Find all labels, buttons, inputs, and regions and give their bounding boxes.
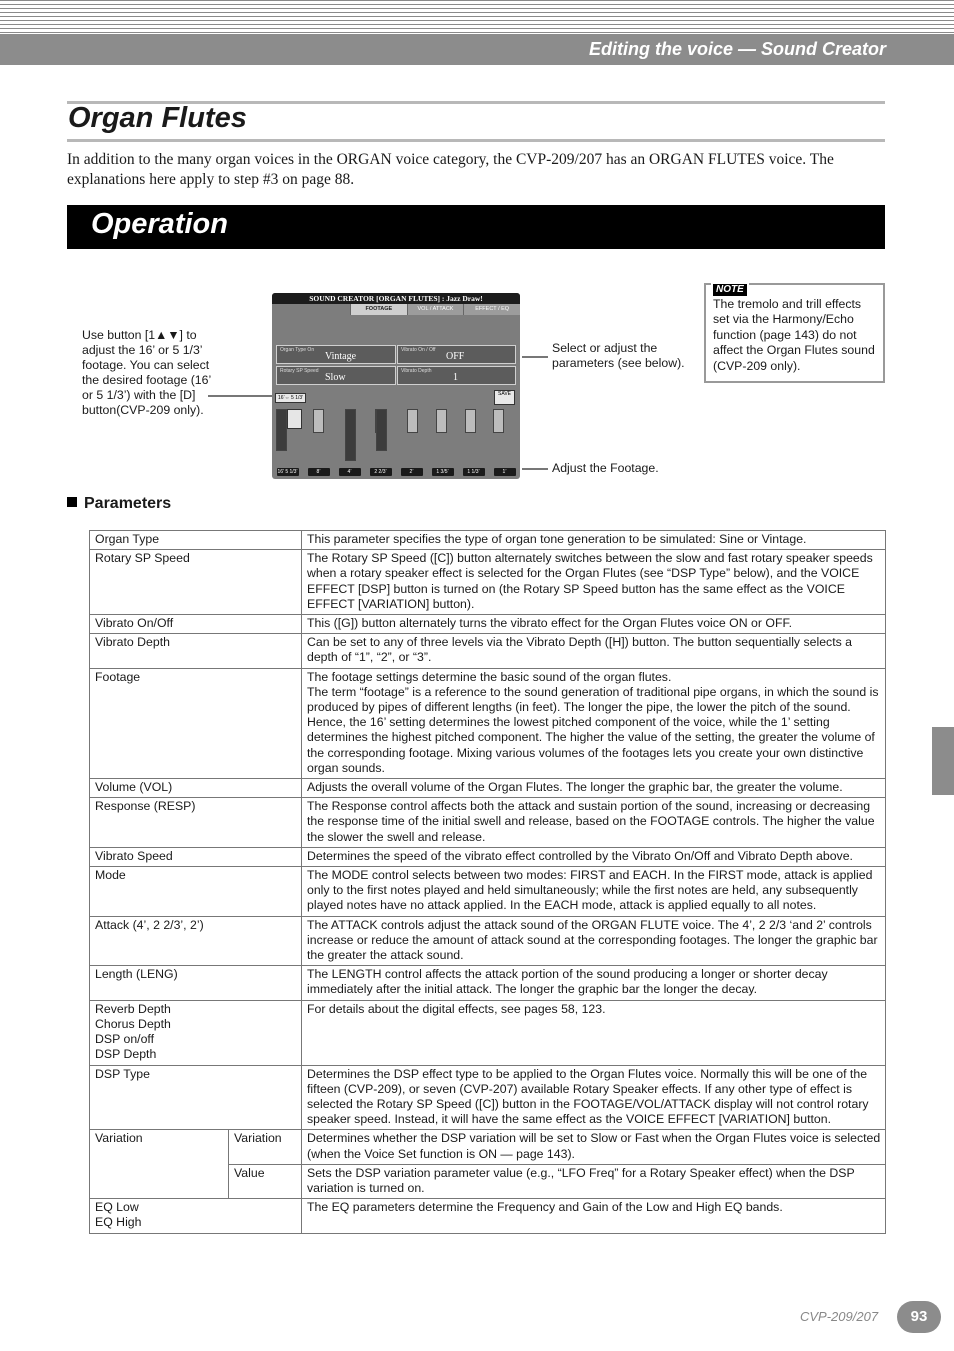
page-title: Organ Flutes	[68, 102, 247, 134]
footage-label: 2’	[401, 468, 423, 476]
param-description: The ATTACK controls adjust the attack sound of the ORGAN FLUTE voice. The 4’, 2 2/3 ‘and 2’ controls increase or reduce the amount of attack sound at the corresponding footages. The longer the graphic bar the greater the attack sound.	[302, 916, 886, 966]
table-row	[90, 531, 886, 550]
parameters-heading	[67, 495, 171, 513]
rotary-speed-button[interactable]	[276, 366, 396, 385]
tab-footage[interactable]: FOOTAGE	[350, 304, 407, 315]
depth-value: 1	[453, 372, 458, 383]
param-description: The Response control affects both the attack and sustain portion of the sound, increasing or decreasing the response time of the initial swell and release, based on the FOOTAGE controls. The higher the value the slower the swell and release.	[302, 798, 886, 848]
table-row	[90, 634, 886, 668]
note-box	[704, 283, 885, 383]
param-description: The Rotary SP Speed ([C]) button alternately switches between the slow and fast rotary speaker speeds when a rotary speaker effect is selected for the Organ Flutes (see “DSP Type” below), and the VOICE EFFECT [DSP] button is turned on (the Rotary SP Speed button has the same effect as the VOICE EFFECT [VARIATION] button).	[302, 550, 886, 615]
organ-type-label: Organ Type On	[280, 347, 315, 353]
parameters-table	[89, 530, 886, 1234]
organ-type-button[interactable]	[276, 345, 396, 364]
drawbar-1-3-5[interactable]	[407, 409, 418, 433]
save-button[interactable]: SAVE	[494, 390, 515, 405]
param-name: DSP Type	[90, 1065, 302, 1130]
lcd-screen	[272, 293, 520, 479]
callout-footage-select: Use button [1▲▼] to adjust the 16’ or 5 1/3’ footage. You can select the desired footage (16’ or 5 1/3’) with the [D] button(CVP-209 only).	[82, 328, 211, 417]
param-description: Adjusts the overall volume of the Organ Flutes. The longer the graphic bar, the greater the volume.	[302, 779, 886, 798]
table-row	[90, 1130, 886, 1164]
table-row	[90, 966, 886, 1000]
tab-effect-eq[interactable]: EFFECT / EQ	[463, 304, 520, 315]
param-description: The LENGTH control affects the attack portion of the sound producing a longer or shorter decay immediately after the initial attack. The longer the graphic bar the longer the decay.	[302, 966, 886, 1000]
lcd-title: SOUND CREATOR [ORGAN FLUTES] : Jazz Draw!	[272, 293, 520, 304]
footage-label: 16’ 5 1/3’	[277, 469, 298, 475]
intro-paragraph: In addition to the many organ voices in the ORGAN voice category, the CVP-209/207 has an ORGAN FLUTES voice. The explanations here apply to step #3 on page 88.	[67, 151, 834, 188]
table-row	[90, 867, 886, 917]
drawbar-1[interactable]	[465, 409, 476, 433]
drawbar-1-1-3[interactable]	[436, 409, 447, 433]
drawbar-8[interactable]	[313, 409, 324, 433]
vibrato-value: OFF	[446, 351, 465, 362]
rotary-value: Slow	[325, 372, 346, 383]
drawbar-2[interactable]	[376, 409, 387, 451]
table-row	[90, 1065, 886, 1130]
table-row	[90, 615, 886, 634]
param-description: The EQ parameters determine the Frequency and Gain of the Low and High EQ bands.	[302, 1199, 886, 1233]
callout-line-parameters	[522, 356, 548, 358]
param-name: EQ Low EQ High	[90, 1199, 302, 1233]
param-description: The footage settings determine the basic sound of the organ flutes. The term “footage” is a reference to the sound generation of traditional pipe organs, in which the sound is produced by pipes of different lengths (in feet). The longer the pipe, the lower the pitch of the sound. Hence, the 16’ setting determines the lowest pitched component of the voice, while the 1’ setting determines the highest pitched component. The higher the value of the setting, the greater the volume of the corresponding footage. Mixing various volumes of the footages lets you create your own distinctive organ sounds.	[302, 668, 886, 778]
param-name: Rotary SP Speed	[90, 550, 302, 615]
footage-label: 8’	[308, 468, 330, 476]
param-subname: Value	[229, 1164, 302, 1198]
param-name: Response (RESP)	[90, 798, 302, 848]
table-row	[90, 916, 886, 966]
note-text: The tremolo and trill effects set via the Harmony/Echo function (page 143) do not affect the Organ Flutes sound (CVP-209 only).	[713, 297, 875, 373]
footage-label: 1 3/5’	[432, 468, 454, 476]
callout-line-footage	[522, 468, 548, 470]
drawbar-extra[interactable]	[493, 409, 504, 433]
param-name: Variation	[90, 1130, 229, 1199]
callout-line-left	[208, 395, 274, 397]
table-row	[90, 1199, 886, 1233]
header-stripes	[0, 0, 954, 34]
param-description: The MODE control selects between two modes: FIRST and EACH. In the FIRST mode, attack is applied only to the first notes played and held simultaneously; while the first notes are held, any subsequently played notes have no attack applied. In the EACH mode, attack is applied equally to all notes.	[302, 867, 886, 917]
footer-model: CVP-209/207	[800, 1309, 879, 1324]
section-banner	[67, 205, 885, 249]
param-name: Mode	[90, 867, 302, 917]
table-row	[90, 779, 886, 798]
param-description: For details about the digital effects, see pages 58, 123.	[302, 1000, 886, 1065]
param-description: Determines whether the DSP variation will be set to Slow or Fast when the Organ Flutes voice is selected (when the Voice Set function is ON — page 143).	[302, 1130, 886, 1164]
param-name: Vibrato Speed	[90, 847, 302, 866]
footage-label: 4’	[339, 468, 361, 476]
param-name: Reverb Depth Chorus Depth DSP on/off DSP Depth	[90, 1000, 302, 1065]
footage-label: 1 1/3’	[463, 468, 485, 476]
footage-label: 1’	[494, 468, 516, 476]
param-description: Can be set to any of three levels via the Vibrato Depth ([H]) button. The button sequentially selects a depth of “1”, “2”, or “3”.	[302, 634, 886, 668]
heading-rule-bottom	[67, 139, 885, 142]
organ-type-value: Vintage	[325, 351, 357, 362]
bullet-square-icon	[67, 497, 77, 507]
table-row	[90, 847, 886, 866]
param-name: Footage	[90, 668, 302, 778]
param-description: This ([G]) button alternately turns the vibrato effect for the Organ Flutes voice ON or OFF.	[302, 615, 886, 634]
page-number: 93	[897, 1301, 941, 1333]
chapter-header	[0, 34, 954, 65]
param-name: Attack (4’, 2 2/3’, 2’)	[90, 916, 302, 966]
footage-switch-tag[interactable]: 16’⇔ 5 1/3’	[275, 393, 306, 403]
param-description: Sets the DSP variation parameter value (e.g., “LFO Freq” for a Rotary Speaker effect) when the DSP variation is turned on.	[302, 1164, 886, 1198]
vibrato-depth-button[interactable]	[397, 366, 516, 385]
param-name: Length (LENG)	[90, 966, 302, 1000]
drawbar-knob[interactable]	[287, 409, 302, 429]
param-description: This parameter specifies the type of organ tone generation to be simulated: Sine or Vintage.	[302, 531, 886, 550]
footage-labels	[272, 468, 520, 479]
param-subname: Variation	[229, 1130, 302, 1164]
param-name: Organ Type	[90, 531, 302, 550]
table-row	[90, 1000, 886, 1065]
lcd-tabs	[350, 304, 520, 315]
drawbar-16[interactable]	[276, 409, 287, 451]
callout-footage: Adjust the Footage.	[552, 461, 659, 475]
vibrato-label: Vibrato On / Off	[401, 347, 436, 353]
param-name: Volume (VOL)	[90, 779, 302, 798]
param-description: Determines the DSP effect type to be applied to the Organ Flutes voice. Normally this will be one of the fifteen (CVP-209), or seven (CVP-207) available Rotary Speaker effects. If any other type of effect is selected the Rotary SP Speed ([C]) button in the FOOTAGE/VOL/ATTACK display will not control rotary speaker speed. Instead, it will have the same effect as the VOICE EFFECT [VARIATION] button.	[302, 1065, 886, 1130]
param-name: Vibrato On/Off	[90, 615, 302, 634]
footage-label: 2 2/3’	[370, 468, 392, 476]
rotary-label: Rotary SP Speed	[280, 368, 319, 374]
table-row	[90, 550, 886, 615]
section-title: Operation	[91, 208, 228, 240]
table-row	[90, 668, 886, 778]
depth-label: Vibrato Depth	[401, 368, 432, 374]
note-badge	[711, 279, 749, 297]
tab-vol-attack[interactable]: VOL / ATTACK	[407, 304, 464, 315]
param-name: Vibrato Depth	[90, 634, 302, 668]
callout-parameters: Select or adjust the parameters (see below).	[552, 341, 685, 370]
parameters-heading-text: Parameters	[84, 495, 172, 512]
side-thumb-tab	[932, 727, 954, 795]
table-row	[90, 798, 886, 848]
note-icon: NOTE	[713, 284, 747, 296]
vibrato-onoff-button[interactable]	[397, 345, 516, 364]
drawbar-4[interactable]	[345, 409, 356, 461]
param-description: Determines the speed of the vibrato effect controlled by the Vibrato On/Off and Vibrato Depth above.	[302, 847, 886, 866]
chapter-title: Editing the voice — Sound Creator	[588, 39, 886, 59]
